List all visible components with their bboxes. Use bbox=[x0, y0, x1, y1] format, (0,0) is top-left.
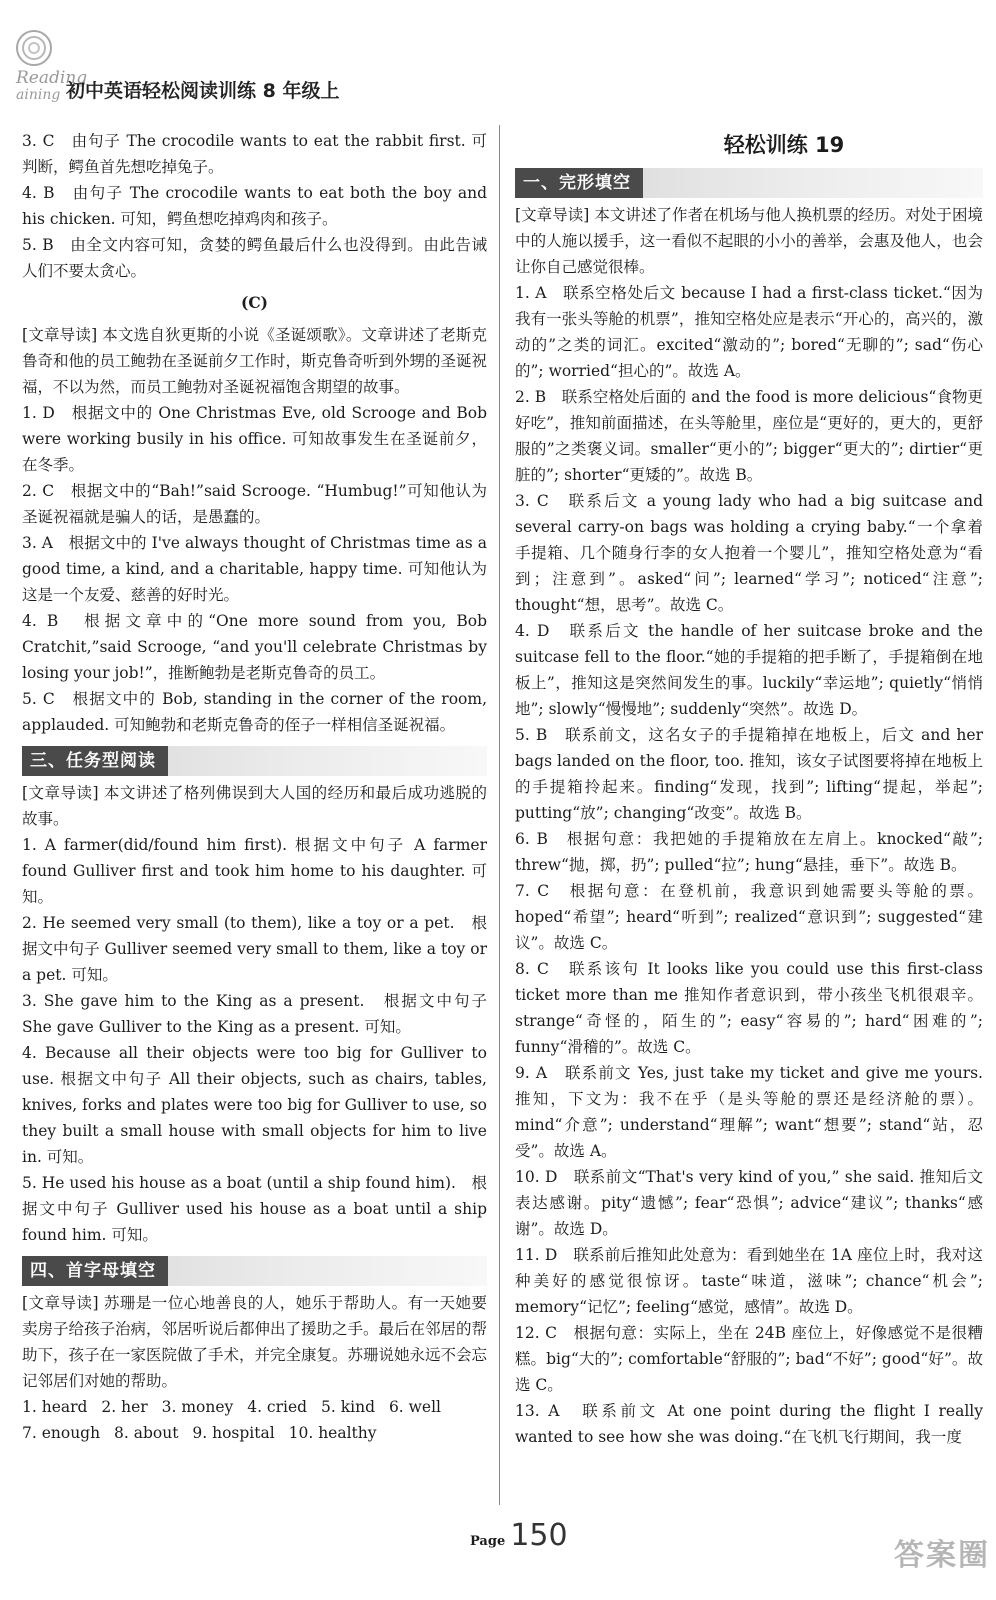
article-guide: [文章导读] 本文选自狄更斯的小说《圣诞颂歌》。文章讲述了老斯克鲁奇和他的员工鲍勃在圣诞前夕工作时，斯克鲁奇听到外甥的圣诞祝福，不以为然，而员工鲍勃对圣诞祝福饱含期望的故事。 bbox=[22, 326, 488, 396]
answer-item: 5. B 联系前文，这名女子的手提箱掉在地板上，后文 and her bags landed on the floor, too. 推知，该女子试图要将掉在地板上的手提箱拎起来。finding“发现，找到”; lifting“提起，举起”; putting“放”; changing“改变”。故选 B。 bbox=[515, 726, 983, 822]
answer-item: 3. A 根据文中的 I've always thought of Christmas time as a good time, a kind, and a charitable, happy time. 可知他认为这是一个友爱、慈善的好时光。 bbox=[22, 534, 487, 604]
fill-answer: 8. about bbox=[114, 1424, 179, 1442]
column-divider bbox=[499, 125, 500, 1505]
spiral-logo-icon bbox=[14, 28, 54, 68]
answer-item: 1. A farmer(did/found him first). 根据文中句子 A farmer found Gulliver first and took him home to his daughter. 可知。 bbox=[22, 836, 487, 906]
section-heading-initial-letter bbox=[22, 1256, 487, 1286]
training-title: 轻松训练 19 bbox=[723, 133, 845, 157]
logo-text-reading: Reading bbox=[16, 68, 88, 88]
answer-item: 1. D 根据文中的 One Christmas Eve, old Scrooge and Bob were working busily in his office. 可知故事发生在圣诞前夕，在冬季。 bbox=[22, 404, 487, 474]
answer-item: 1. A 联系空格处后文 because I had a first-class ticket.“因为我有一张头等舱的机票”，推知空格处应是表示“开心的，高兴的，激动的”之类的词汇。excited“激动的”; bored“无聊的”; sad“伤心的”; worried“担心的”。故选 A。 bbox=[515, 284, 983, 380]
article-guide: [文章导读] 本文讲述了格列佛误到大人国的经历和最后成功逃脱的故事。 bbox=[22, 784, 487, 828]
article-guide: [文章导读] 本文讲述了作者在机场与他人换机票的经历。对处于困境中的人施以援手，这一看似不起眼的小小的善举，会惠及他人，也会让你自己感觉很棒。 bbox=[515, 206, 983, 276]
fill-answer: 3. money bbox=[161, 1398, 234, 1416]
section-heading-cloze bbox=[515, 168, 983, 198]
answer-item: 13. A 联系前文 At one point during the flight I really wanted to see how she was doing.“在飞机飞行期间，我一度 bbox=[515, 1402, 983, 1446]
fill-answers-row-2 bbox=[22, 1420, 487, 1446]
logo-text-training: aining bbox=[16, 87, 61, 103]
answer-item: 10. D 联系前文“That's very kind of you,” she said. 推知后文表达感谢。pity“遗憾”; fear“恐惧”; advice“建议”; thanks“感谢”。故选 D。 bbox=[515, 1168, 983, 1238]
section-label: 一、完形填空 bbox=[515, 168, 643, 198]
answer-item: 3. She gave him to the King as a present. 根据文中句子 She gave Gulliver to the King as a present. 可知。 bbox=[22, 992, 487, 1036]
section-label: 四、首字母填空 bbox=[22, 1256, 168, 1286]
answer-item: 8. C 联系该句 It looks like you could use this first-class ticket more than me 推知作者意识到，带小孩坐飞机很艰辛。strange“奇怪的，陌生的”; easy“容易的”; hard“困难的”; funny“滑稽的”。故选 C。 bbox=[515, 960, 983, 1056]
answer-item: 2. He seemed very small (to them), like a toy or a pet. 根据文中句子 Gulliver seemed very small to them, like a toy or a pet. 可知。 bbox=[22, 914, 487, 984]
fill-answers-row-1 bbox=[22, 1394, 487, 1420]
answer-item: 4. B 根据文章中的“One more sound from you, Bob Cratchit,”said Scrooge, “and you'll celebrate Christmas by losing your job!”，推断鲍勃是老斯克鲁奇的员工。 bbox=[22, 612, 487, 682]
fill-answer: 2. her bbox=[101, 1398, 148, 1416]
answer-item: 3. C 由句子 The crocodile wants to eat the rabbit first. 可判断，鳄鱼首先想吃掉兔子。 bbox=[22, 132, 487, 176]
fill-answer: 7. enough bbox=[22, 1424, 101, 1442]
answer-item: 4. B 由句子 The crocodile wants to eat both the boy and his chicken. 可知，鳄鱼想吃掉鸡肉和孩子。 bbox=[22, 184, 487, 228]
answer-item: 11. D 联系前后推知此处意为：看到她坐在 1A 座位上时，我对这种美好的感觉很惊讶。taste“味道，滋味”; chance“机会”; memory“记忆”; feeling“感觉，感情”。故选 D。 bbox=[515, 1246, 983, 1316]
fill-answer: 6. well bbox=[388, 1398, 442, 1416]
series-logo bbox=[6, 28, 88, 106]
answer-item: 2. B 联系空格处后面的 and the food is more delicious“食物更好吃”，推知前面描述，在头等舱里，座位是“更好的，更大的，更舒服的”之类褒义词。smaller“更小的”; bigger“更大的”; dirtier“更脏的”; shorter“更矮的”。故选 B。 bbox=[515, 388, 983, 484]
book-title: 初中英语轻松阅读训练 8 年级上 bbox=[66, 80, 340, 102]
fill-answer: 9. hospital bbox=[192, 1424, 275, 1442]
answer-item: 9. A 联系前文 Yes, just take my ticket and give me yours. 推知，下文为：我不在乎（是头等舱的票还是经济舱的票）。mind“介意”; understand“理解”; want“想要”; stand“站，忍受”。故选 A。 bbox=[515, 1064, 983, 1160]
page-label: Page bbox=[470, 1534, 506, 1549]
answer-item: 5. B 由全文内容可知，贪婪的鳄鱼最后什么也没得到。由此告诫人们不要太贪心。 bbox=[22, 236, 487, 280]
page-number: 150 bbox=[510, 1518, 568, 1553]
page-footer bbox=[470, 1518, 568, 1553]
answer-item: 5. He used his house as a boat (until a ship found him). 根据文中句子 Gulliver used his house as a boat until a ship found him. 可知。 bbox=[22, 1174, 487, 1244]
fill-answer: 1. heard bbox=[22, 1398, 88, 1416]
answer-item: 2. C 根据文中的“Bah!”said Scrooge. “Humbug!”可知他认为圣诞祝福就是骗人的话，是愚蠢的。 bbox=[22, 482, 487, 526]
answer-item: 5. C 根据文中的 Bob, standing in the corner of the room, applauded. 可知鲍勃和老斯克鲁奇的侄子一样相信圣诞祝福。 bbox=[22, 690, 487, 734]
fill-answer: 5. kind bbox=[321, 1398, 375, 1416]
section-label: 三、任务型阅读 bbox=[22, 746, 168, 776]
answer-item: 3. C 联系后文 a young lady who had a big suitcase and several carry-on bags was holding a crying baby.“一个拿着手提箱、几个随身行李的女人抱着一个婴儿”，推知空格处意为“看到；注意到”。asked“问”; learned“学习”; noticed“注意”; thought“想，思考”。故选 C。 bbox=[515, 492, 983, 614]
left-column bbox=[22, 128, 487, 1446]
article-guide: [文章导读] 苏珊是一位心地善良的人，她乐于帮助人。有一天她要卖房子给孩子治病，邻居听说后都伸出了援助之手。最后在邻居的帮助下，孩子在一家医院做了手术，并完全康复。苏珊说她永远不会忘记邻居们对她的帮助。 bbox=[22, 1294, 488, 1390]
right-column bbox=[515, 128, 983, 1450]
answer-item: 4. D 联系后文 the handle of her suitcase broke and the suitcase fell to the floor.“她的手提箱的把手断了，手提箱倒在地板上”，推知这是突然间发生的事。luckily“幸运地”; quietly“悄悄地”; slowly“慢慢地”; suddenly“突然”。故选 D。 bbox=[515, 622, 983, 718]
answer-item: 6. B 根据句意：我把她的手提箱放在左肩上。knocked“敲”; threw“抛，掷，扔”; pulled“拉”; hung“悬挂，垂下”。故选 B。 bbox=[515, 830, 983, 874]
section-heading-task-reading bbox=[22, 746, 487, 776]
section-c-heading: (C) bbox=[240, 293, 268, 312]
answer-item: 7. C 根据句意：在登机前，我意识到她需要头等舱的票。hoped“希望”; heard“听到”; realized“意识到”; suggested“建议”。故选 C。 bbox=[515, 882, 983, 952]
fill-answer: 4. cried bbox=[247, 1398, 308, 1416]
fill-answer: 10. healthy bbox=[288, 1424, 377, 1442]
answer-item: 4. Because all their objects were too big for Gulliver to use. 根据文中句子 All their objects, such as chairs, tables, knives, forks and plates were too big for Gulliver to use, so they built a small house with small objects for him to live in. 可知。 bbox=[22, 1044, 487, 1166]
answer-item: 12. C 根据句意：实际上，坐在 24B 座位上，好像感觉不是很糟糕。big“大的”; comfortable“舒服的”; bad“不好”; good“好”。故选 C。 bbox=[515, 1324, 983, 1394]
corner-watermark: 答案圈 bbox=[894, 1538, 990, 1573]
